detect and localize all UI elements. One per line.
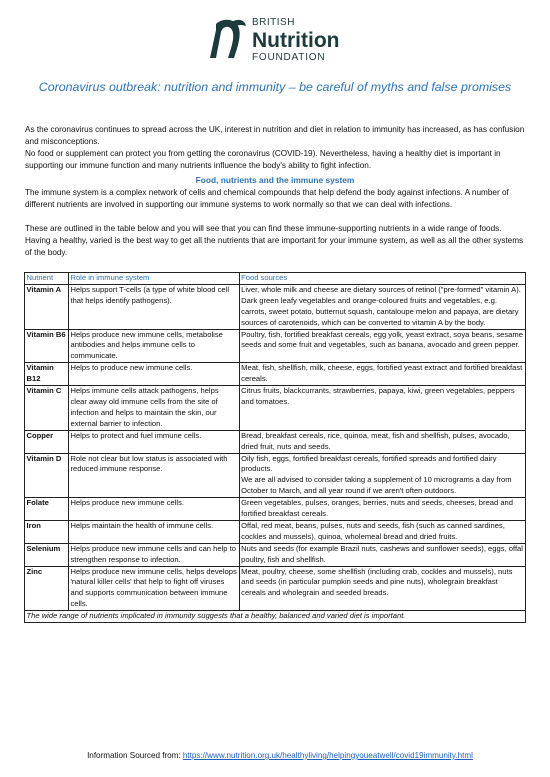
role-cell: Helps support T-cells (a type of white blood cell that helps identify pathogens).	[68, 284, 239, 329]
nutrient-cell: Vitamin C	[25, 386, 69, 431]
header-nutrient: Nutrient	[25, 273, 69, 285]
role-cell: Helps to produce new immune cells.	[68, 363, 239, 386]
nutrient-cell: Zinc	[25, 566, 69, 611]
nutrient-cell: Copper	[25, 430, 69, 453]
table-row	[25, 430, 526, 453]
role-cell: Helps produce new immune cells, metabolise antibodies and helps immune cells to communicate.	[68, 329, 239, 363]
table-header-row	[25, 273, 526, 285]
role-cell: Helps produce new immune cells.	[68, 498, 239, 521]
section-paragraph-2: These are outlined in the table below and you will see that you can find these immune-supporting nutrients in a wide range of foods. Having a healthy, varied is the best way to get all the nutrients that are important for your immune system, as well as all the other systems of the body.	[25, 224, 524, 257]
nutrient-cell: Vitamin B12	[25, 363, 69, 386]
sources-cell: Liver, whole milk and cheese are dietary sources of retinol ("pre-formed" vitamin A). Dark green leafy vegetables and orange-coloured fruits and vegetables, e.g. carrots, sweet potato, butternut squash, cantaloupe melon and papaya, are dietary sources of carotenoids, which can be converted to vitamin A by the body.	[239, 284, 525, 329]
nutrient-table	[24, 272, 526, 623]
header-food-sources: Food sources	[239, 273, 525, 285]
table-row	[25, 386, 526, 431]
table-footer-note: The wide range of nutrients implicated in immunity suggests that a healthy, balanced and varied diet is important.	[25, 611, 526, 623]
source-label: Information Sourced from:	[87, 751, 183, 760]
sources-cell: Green vegetables, pulses, oranges, berries, nuts and seeds, cheeses, bread and fortified breakfast cereals.	[239, 498, 525, 521]
bnf-logo	[208, 12, 358, 70]
table-row	[25, 363, 526, 386]
table-row	[25, 566, 526, 611]
role-cell: Role not clear but low status is associated with reduced immune response.	[68, 453, 239, 498]
table-row	[25, 284, 526, 329]
intro-paragraph-2: No food or supplement can protect you from getting the coronavirus (COVID-19). Nevertheless, having a healthy diet is important in supporting our immune function and many nutrients influence the body's ability to fight infection.	[25, 149, 501, 170]
nutrient-cell: Folate	[25, 498, 69, 521]
role-cell: Helps produce new immune cells, helps develops 'natural killer cells' that help to fight off viruses and supports communication between immune cells.	[68, 566, 239, 611]
section-heading: Food, nutrients and the immune system	[195, 175, 355, 185]
sources-cell	[239, 453, 525, 498]
sources-text: Oily fish, eggs, fortified breakfast cereals, fortified spreads and fortified dairy products.	[241, 453, 497, 474]
sources-cell: Poultry, fish, fortified breakfast cereals, egg yolk, yeast extract, soya beans, sesame seeds and some fruit and vegetables, such as banana, avocado and green pepper.	[239, 329, 525, 363]
role-cell: Helps to protect and fuel immune cells.	[68, 430, 239, 453]
intro-paragraph-1: As the coronavirus continues to spread across the UK, interest in nutrition and diet in relation to immunity has increased, as has confusion and misconceptions.	[25, 125, 525, 146]
role-cell: Helps maintain the health of immune cells.	[68, 520, 239, 543]
sources-advice-text: We are all advised to consider taking a supplement of 10 micrograms a day from October to March, and all year round if we aren't often outdoors.	[241, 475, 512, 496]
table-row	[25, 329, 526, 363]
bnf-logo-text	[252, 18, 339, 63]
header-role: Role in immune system	[68, 273, 239, 285]
sources-cell: Citrus fruits, blackcurrants, strawberries, papaya, kiwi, green vegetables, peppers and tomatoes.	[239, 386, 525, 431]
source-credit	[40, 751, 520, 760]
role-cell: Helps produce new immune cells and can help to strengthen response to infection.	[68, 543, 239, 566]
sources-cell: Meat, fish, shellfish, milk, cheese, eggs, fortified yeast extract and fortified breakfast cereals.	[239, 363, 525, 386]
sources-cell: Bread, breakfast cereals, rice, quinoa, meat, fish and shellfish, pulses, avocado, dried fruit, nuts and seeds.	[239, 430, 525, 453]
nutrient-cell: Vitamin A	[25, 284, 69, 329]
nutrient-cell: Vitamin B6	[25, 329, 69, 363]
sources-cell: Meat, poultry, cheese, some shellfish (including crab, cockles and mussels), nuts and seeds (in particular pumpkin seeds and pine nuts), wholegrain breakfast cereals and wholegrain and seeded breads.	[239, 566, 525, 611]
sources-cell: Nuts and seeds (for example Brazil nuts, cashews and sunflower seeds), eggs, offal poultry, fish and shellfish.	[239, 543, 525, 566]
source-link[interactable]: https://www.nutrition.org.uk/healthyliving/helpingyoueatwell/covid19immunity.html	[182, 751, 473, 760]
page-title: Coronavirus outbreak: nutrition and immunity – be careful of myths and false promises	[38, 80, 512, 94]
logo-line-british: BRITISH	[252, 17, 295, 28]
table-row	[25, 520, 526, 543]
logo-line-nutrition: Nutrition	[252, 29, 340, 52]
section-paragraph-1: The immune system is a complex network of cells and chemical compounds that help defend the body against infections. A number of different nutrients are involved in supporting our immune systems to work normally so that we can deal with infections.	[25, 188, 509, 209]
table-row	[25, 498, 526, 521]
bnf-logo-mark-icon	[208, 14, 248, 66]
role-cell: Helps immune cells attack pathogens, helps clear away old immune cells from the site of infection and helps to maintain the skin, our external barrier to infection.	[68, 386, 239, 431]
table-row	[25, 453, 526, 498]
nutrient-cell: Vitamin D	[25, 453, 69, 498]
sources-cell: Offal, red meat, beans, pulses, nuts and seeds, fish (such as canned sardines, cockles and mussels), quinoa, wholemeal bread and dried fruits.	[239, 520, 525, 543]
nutrient-cell: Selenium	[25, 543, 69, 566]
nutrient-cell: Iron	[25, 520, 69, 543]
table-row	[25, 543, 526, 566]
table-footer-row	[25, 611, 526, 623]
logo-line-foundation: FOUNDATION	[252, 52, 326, 63]
